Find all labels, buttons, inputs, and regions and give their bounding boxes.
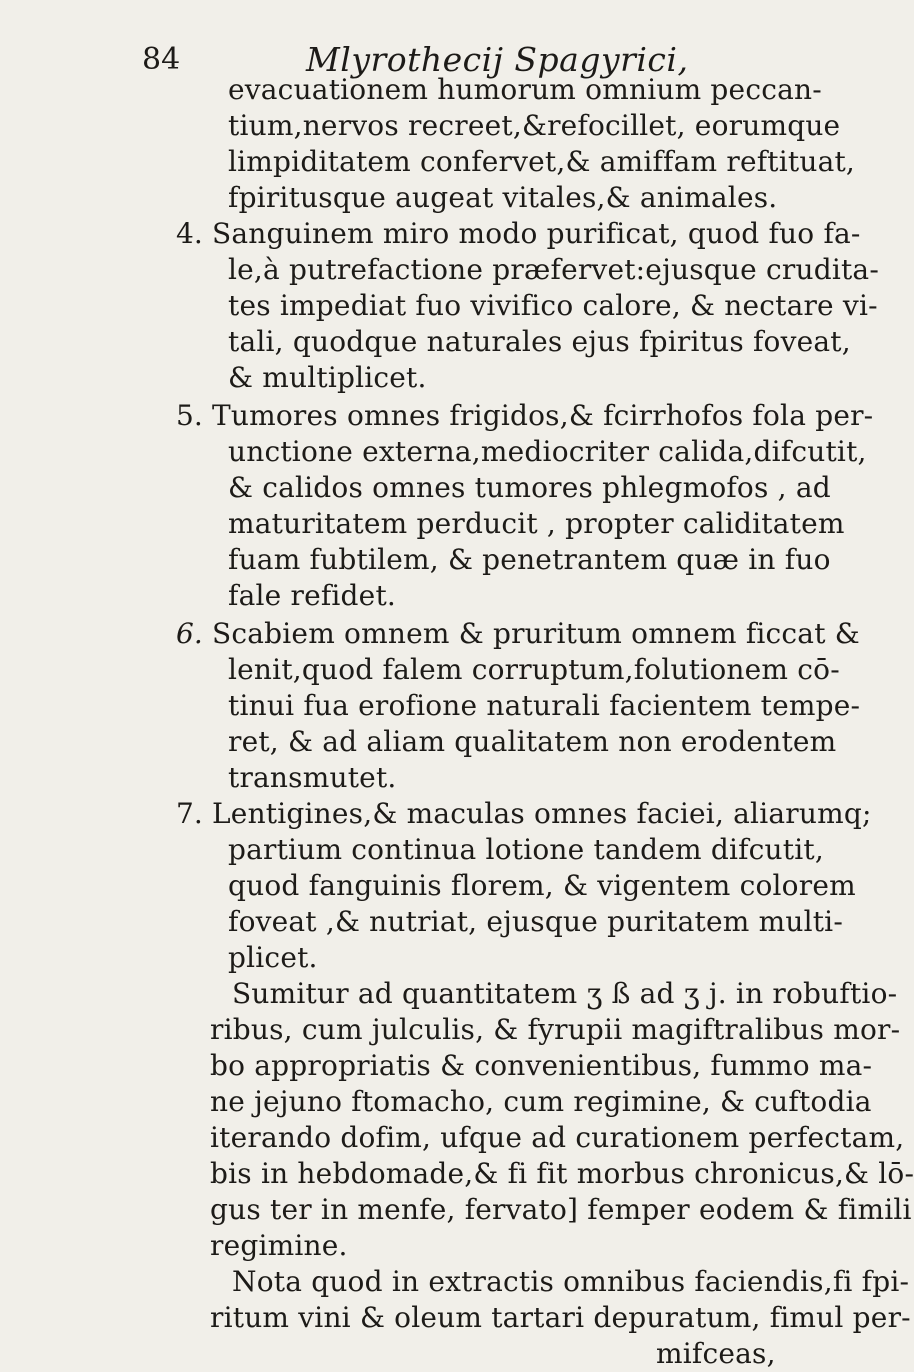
- text-line: ribus, cum julculis, & fyrupii magiftralibus mor-: [210, 1013, 901, 1046]
- text-line: & calidos omnes tumores phlegmofos , ad: [228, 471, 831, 504]
- text-line: unctione externa,mediocriter calida,difcutit,: [228, 435, 867, 468]
- text-line: gus ter in menfe, fervato] femper eodem & fimili: [210, 1193, 912, 1226]
- item-number: 6.: [176, 617, 203, 650]
- item-number: 5.: [176, 399, 203, 432]
- text-line: ritum vini & oleum tartari depuratum, fimul per-: [210, 1301, 911, 1334]
- text-line: fpiritusque augeat vitales,& animales.: [228, 181, 778, 214]
- text-line: foveat ,& nutriat, ejusque puritatem multi-: [228, 905, 843, 938]
- text-line: partium continua lotione tandem difcutit,: [228, 833, 824, 866]
- text-line: bo appropriatis & convenientibus, fummo ma-: [210, 1049, 873, 1082]
- text-line: Lentigines,& maculas omnes faciei, aliarumq;: [212, 797, 872, 830]
- text-line: regimine.: [210, 1229, 348, 1262]
- text-line: evacuationem humorum omnium peccan-: [228, 73, 822, 106]
- text-line: le,à putrefactione præfervet:ejusque crudita-: [228, 253, 879, 286]
- text-line: lenit,quod falem corruptum,folutionem cō-: [228, 653, 840, 686]
- text-line: tium,nervos recreet,&refocillet, eorumque: [228, 109, 841, 142]
- text-line: & multiplicet.: [228, 361, 427, 394]
- text-line: fale refidet.: [228, 579, 397, 612]
- text-line: ne jejuno ftomacho, cum regimine, & cuftodia: [210, 1085, 872, 1118]
- text-line: plicet.: [228, 941, 318, 974]
- text-line: iterando dofim, ufque ad curationem perfectam,: [210, 1121, 905, 1154]
- running-title: Mlyrothecij Spagyrici,: [306, 40, 689, 79]
- text-line: fuam fubtilem, & penetrantem quæ in fuo: [228, 543, 831, 576]
- text-line: Tumores omnes frigidos,& fcirrhofos fola per-: [212, 399, 874, 432]
- text-line: Nota quod in extractis omnibus faciendis,fi fpi-: [232, 1265, 910, 1298]
- text-line: Scabiem omnem & pruritum omnem ficcat &: [212, 617, 860, 650]
- text-line: quod fanguinis florem, & vigentem colorem: [228, 869, 856, 902]
- text-line: Sanguinem miro modo purificat, quod fuo fa-: [212, 217, 861, 250]
- text-line: tes impediat fuo vivifico calore, & nectare vi-: [228, 289, 878, 322]
- text-line: Sumitur ad quantitatem ʒ ß ad ʒ j. in robuftio-: [232, 977, 898, 1010]
- text-line: ret, & ad aliam qualitatem non erodentem: [228, 725, 837, 758]
- item-number: 7.: [176, 797, 203, 830]
- page-number: 84: [142, 42, 181, 77]
- text-line: limpiditatem confervet,& amiffam reftituat,: [228, 145, 856, 178]
- text-line: bis in hebdomade,& fi fit morbus chronicus,& lō-: [210, 1157, 914, 1190]
- text-line: mifceas,: [656, 1337, 776, 1370]
- text-line: transmutet.: [228, 761, 397, 794]
- item-number: 4.: [176, 217, 203, 250]
- text-line: tali, quodque naturales ejus fpiritus foveat,: [228, 325, 851, 358]
- text-line: maturitatem perducit , propter caliditatem: [228, 507, 845, 540]
- text-line: tinui fua erofione naturali facientem tempe-: [228, 689, 861, 722]
